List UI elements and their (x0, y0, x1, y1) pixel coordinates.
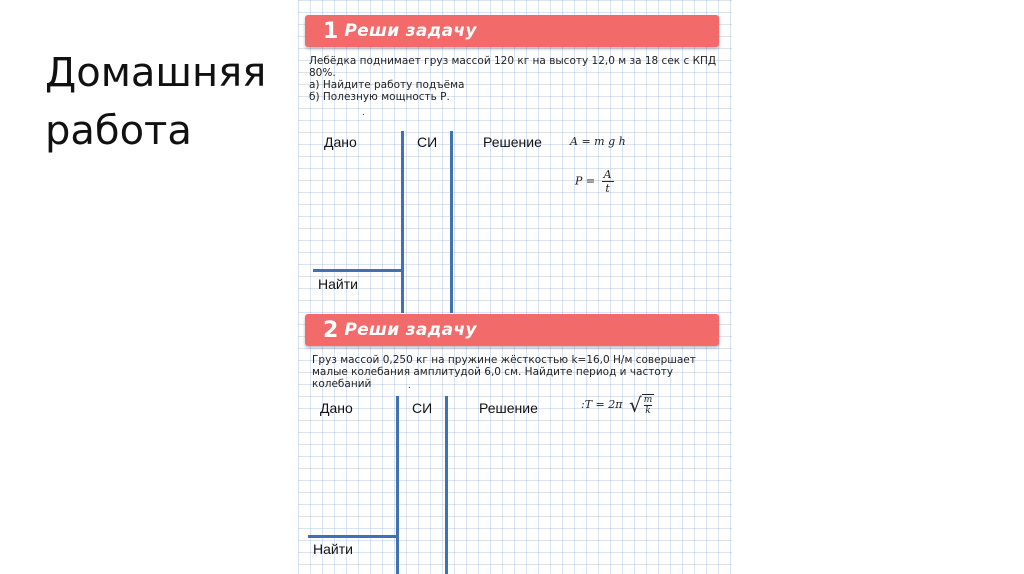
task2-dot: . (408, 380, 411, 391)
task1-title: Реши задачу (344, 21, 477, 41)
task1-number: 1 (323, 18, 339, 44)
task2-fraction-denominator: k (645, 406, 651, 416)
task2-given-label: Дано (320, 400, 353, 416)
task2-text-line: Груз массой 0,250 кг на пружине жёсткостью k=16,0 Н/м совершает (312, 354, 696, 366)
task1-divider-given-si (401, 131, 404, 313)
task2-find-divider (308, 535, 398, 538)
worksheet (298, 0, 732, 574)
task1-dot: . (362, 107, 365, 118)
task2-find-label: Найти (313, 541, 353, 557)
task1-problem-text (309, 55, 724, 103)
task2-formula-lhs: :T = 2π (581, 398, 623, 411)
task1-divider-si-solution (450, 131, 453, 313)
task1-text-line: б) Полезную мощность Р. (309, 91, 450, 103)
task2-fraction-numerator: m (643, 395, 653, 405)
task1-solution-label: Решение (483, 134, 542, 150)
task1-fraction-denominator: t (605, 182, 610, 195)
task1-fraction (602, 168, 614, 195)
task1-text-line: а) Найдите работу подъёма (309, 79, 465, 91)
task2-banner (305, 314, 719, 346)
task2-number: 2 (323, 317, 339, 343)
task1-text-line: Лебёдка поднимает груз массой 120 кг на высоту 12,0 м за 18 сек с КПД (309, 55, 717, 67)
task2-solution-label: Решение (479, 400, 538, 416)
task2-title: Реши задачу (344, 320, 477, 340)
task2-divider-given-si (396, 396, 399, 574)
task1-find-divider (313, 269, 403, 272)
task2-si-label: СИ (412, 400, 433, 416)
task1-formula-power (575, 168, 614, 195)
task2-text-line: малые колебания амплитудой 6,0 см. Найдите период и частоту (312, 366, 674, 378)
sqrt-icon: √ (628, 393, 642, 417)
task1-given-label: Дано (324, 134, 357, 150)
task1-find-label: Найти (318, 276, 358, 292)
task2-formula-period (581, 394, 654, 416)
slide-title: Домашняя работа (45, 50, 267, 154)
task1-text-line: 80%. (309, 67, 336, 79)
task2-divider-si-solution (445, 396, 448, 574)
task2-sqrt (629, 394, 654, 416)
task1-formula-power-lhs: P = (575, 174, 596, 188)
task1-fraction-numerator: A (603, 168, 612, 181)
task1-si-label: СИ (417, 134, 438, 150)
task2-text-line: колебаний (312, 378, 372, 390)
task1-banner (305, 15, 719, 47)
task2-sqrt-argument (642, 394, 655, 416)
task1-formula-work: A = m g h (570, 135, 626, 148)
task2-problem-text (312, 354, 722, 390)
